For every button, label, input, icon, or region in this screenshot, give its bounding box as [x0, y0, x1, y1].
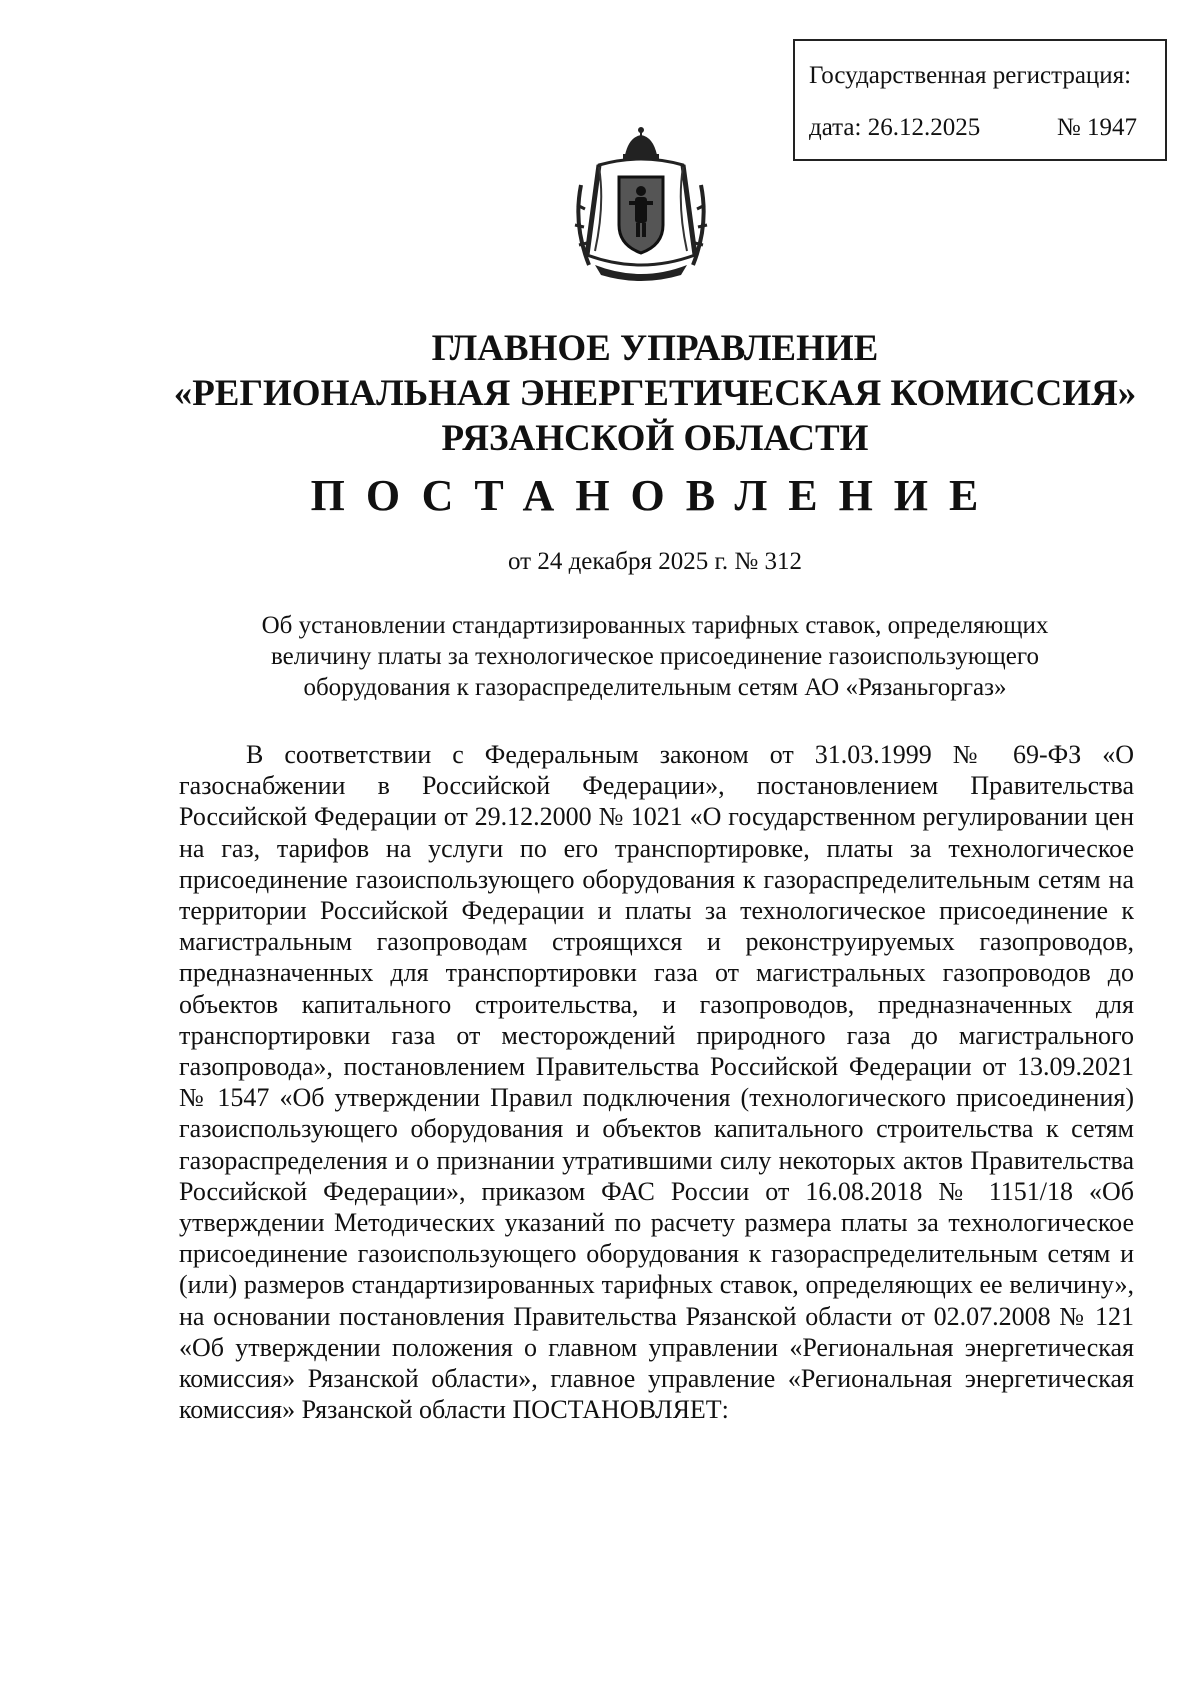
registration-number: № 1947 — [1056, 114, 1137, 141]
document-type-title: ПОСТАНОВЛЕНИЕ — [310, 471, 1000, 520]
registration-title: Государственная регистрация: — [809, 62, 1132, 89]
coat-of-arms-ryazan-icon — [569, 125, 713, 285]
document-subject — [150, 610, 1160, 703]
subject-line-2: величину платы за технологическое присоединение газоиспользующего — [270, 643, 1040, 670]
registration-stamp — [793, 39, 1167, 161]
registration-date: дата: 26.12.2025 — [809, 114, 981, 141]
organization-line-2: «РЕГИОНАЛЬНАЯ ЭНЕРГЕТИЧЕСКАЯ КОМИССИЯ» — [173, 373, 1137, 414]
subject-line-3: оборудования к газораспределительным сетям АО «Рязаньгоргаз» — [303, 674, 1007, 701]
organization-line-1: ГЛАВНОЕ УПРАВЛЕНИЕ — [431, 328, 879, 369]
document-date-number: от 24 декабря 2025 г. № 312 — [507, 548, 803, 575]
subject-line-1: Об установлении стандартизированных тарифных ставок, определяющих — [261, 612, 1049, 639]
body-paragraph: В соответствии с Федеральным законом от 31.03.1999 № 69-ФЗ «О газоснабжении в Российской Федерации», постановлением Правительства Российской Федерации от 29.12.2000 № 1021 «О государственном регулировании цен на газ, тарифов на услуги по его транспортировке, платы за технологическое присоединение газоиспользующего оборудования к газораспределительным сетям на территории Российской Федерации и платы за технологическое присоединение к магистральным газопроводам строящихся и реконструируемых газопроводов, предназначенных для транспортировки газа от магистральных газопроводов до объектов капитального строительства, и газопроводов, предназначенных для транспортировки газа от месторождений природного газа до магистрального газопровода», постановлением Правительства Российской Федерации от 13.09.2021 № 1547 «Об утверждении Правил подключения (технологического присоединения) газоиспользующего оборудования и объектов капитального строительства к сетям газораспределения и о признании утратившими силу некоторых актов Правительства Российской Федерации», приказом ФАС России от 16.08.2018 № 1151/18 «Об утверждении Методических указаний по расчету размера платы за технологическое присоединение газоиспользующего оборудования к газораспределительным сетям и (или) размеров стандартизированных тарифных ставок, определяющих ее величину», на основании постановления Правительства Рязанской области от 02.07.2008 № 121 «Об утверждении положения о главном управлении «Региональная энергетическая комиссия» Рязанской области», главное управление «Региональная энергетическая комиссия» Рязанской области ПОСТАНОВЛЯЕТ: — [179, 740, 1134, 1425]
organization-header — [120, 326, 1190, 461]
organization-line-3: РЯЗАНСКОЙ ОБЛАСТИ — [441, 418, 869, 459]
